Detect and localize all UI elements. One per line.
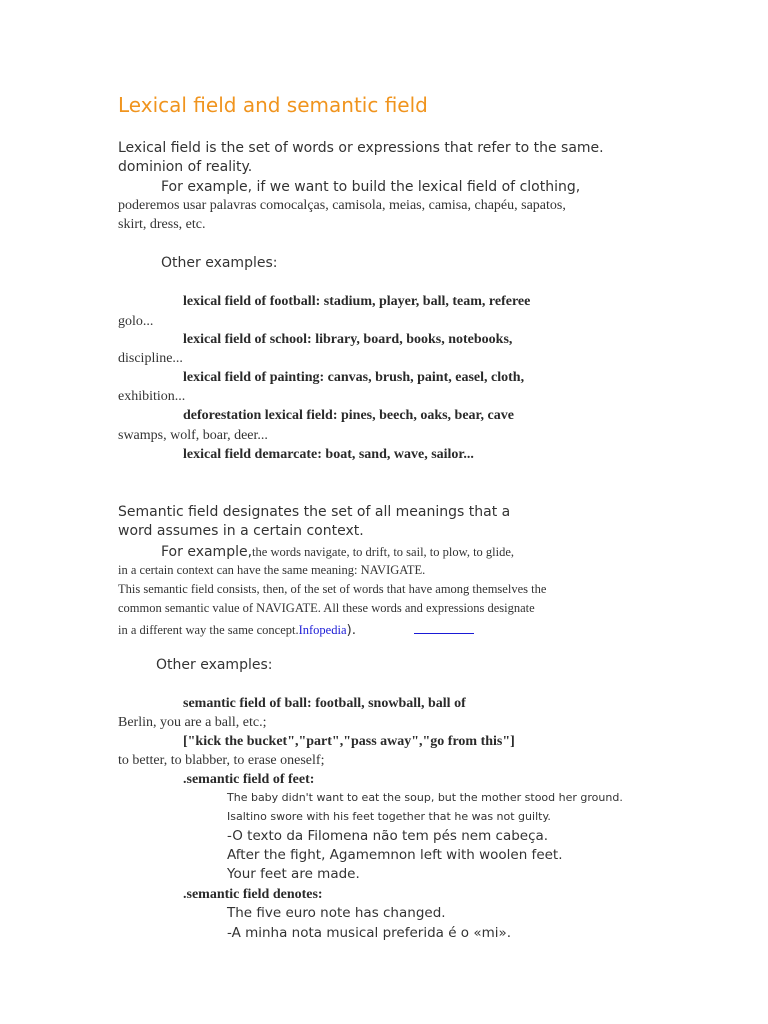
semantic-item-phrases: ["kick the bucket","part","pass away","go from this"] — [183, 734, 515, 749]
feet-example-3: -O texto da Filomena não tem pés nem cabeça. — [227, 828, 549, 844]
infopedia-link[interactable]: Infopedia — [298, 623, 347, 637]
empty-link-underline[interactable] — [414, 633, 474, 634]
semantic-example-text-5: in a different way the same concept. — [118, 623, 299, 637]
lexical-item-painting-cont: exhibition... — [118, 389, 186, 404]
semantic-other-examples-heading: Other examples: — [156, 657, 273, 673]
lexical-definition-line-1: Lexical field is the set of words or expressions that refer to the same. — [118, 140, 604, 156]
lexical-definition-line-2: dominion of reality. — [118, 159, 253, 175]
lexical-item-football: lexical field of football: stadium, player, ball, team, referee — [183, 294, 531, 309]
feet-example-1: The baby didn't want to eat the soup, but the mother stood her ground. — [227, 791, 623, 804]
lexical-other-examples-heading: Other examples: — [161, 255, 278, 271]
semantic-definition-line-1: Semantic field designates the set of all meanings that a — [118, 504, 511, 520]
semantic-example-line-1 — [161, 544, 514, 560]
semantic-item-ball: semantic field of ball: football, snowball, ball of — [183, 696, 466, 711]
lexical-example-line-2: poderemos usar palavras comocalças, camisola, meias, camisa, chapéu, sapatos, — [118, 198, 566, 213]
lexical-example-line-1: For example, if we want to build the lexical field of clothing, — [161, 179, 581, 195]
semantic-example-line-4: common semantic value of NAVIGATE. All these words and expressions designate — [118, 601, 535, 615]
source-close-paren: ). — [346, 622, 357, 638]
semantic-item-ball-cont: Berlin, you are a ball, etc.; — [118, 715, 267, 730]
note-example-1: The five euro note has changed. — [227, 905, 446, 921]
semantic-example-lead: For example, — [161, 544, 253, 560]
feet-example-4: After the fight, Agamemnon left with woolen feet. — [227, 847, 563, 863]
lexical-item-football-cont: golo... — [118, 314, 154, 329]
semantic-note-heading: .semantic field denotes: — [183, 887, 323, 902]
note-example-2: -A minha nota musical preferida é o «mi». — [227, 925, 512, 941]
lexical-item-painting: lexical field of painting: canvas, brush, paint, easel, cloth, — [183, 370, 525, 385]
semantic-example-line-2: in a certain context can have the same meaning: NAVIGATE. — [118, 563, 426, 577]
lexical-item-demarcate: lexical field demarcate: boat, sand, wave, sailor... — [183, 447, 474, 462]
feet-example-2: Isaltino swore with his feet together that he was not guilty. — [227, 810, 551, 823]
page-title: Lexical field and semantic field — [118, 93, 428, 117]
semantic-definition-line-2: word assumes in a certain context. — [118, 523, 364, 539]
feet-example-5: Your feet are made. — [227, 866, 360, 882]
semantic-example-text-1: the words navigate, to drift, to sail, to plow, to glide, — [252, 545, 515, 559]
lexical-item-deforestation: deforestation lexical field: pines, beech, oaks, bear, cave — [183, 408, 514, 423]
lexical-item-school-cont: discipline... — [118, 351, 183, 366]
lexical-example-line-3: skirt, dress, etc. — [118, 217, 206, 232]
semantic-example-line-3: This semantic field consists, then, of the set of words that have among themselves the — [118, 582, 547, 596]
semantic-example-line-5 — [118, 622, 356, 638]
lexical-item-deforestation-cont: swamps, wolf, boar, deer... — [118, 428, 268, 443]
semantic-item-phrases-cont: to better, to blabber, to erase oneself; — [118, 753, 325, 768]
semantic-feet-heading: .semantic field of feet: — [183, 772, 315, 787]
lexical-item-school: lexical field of school: library, board, books, notebooks, — [183, 332, 513, 347]
